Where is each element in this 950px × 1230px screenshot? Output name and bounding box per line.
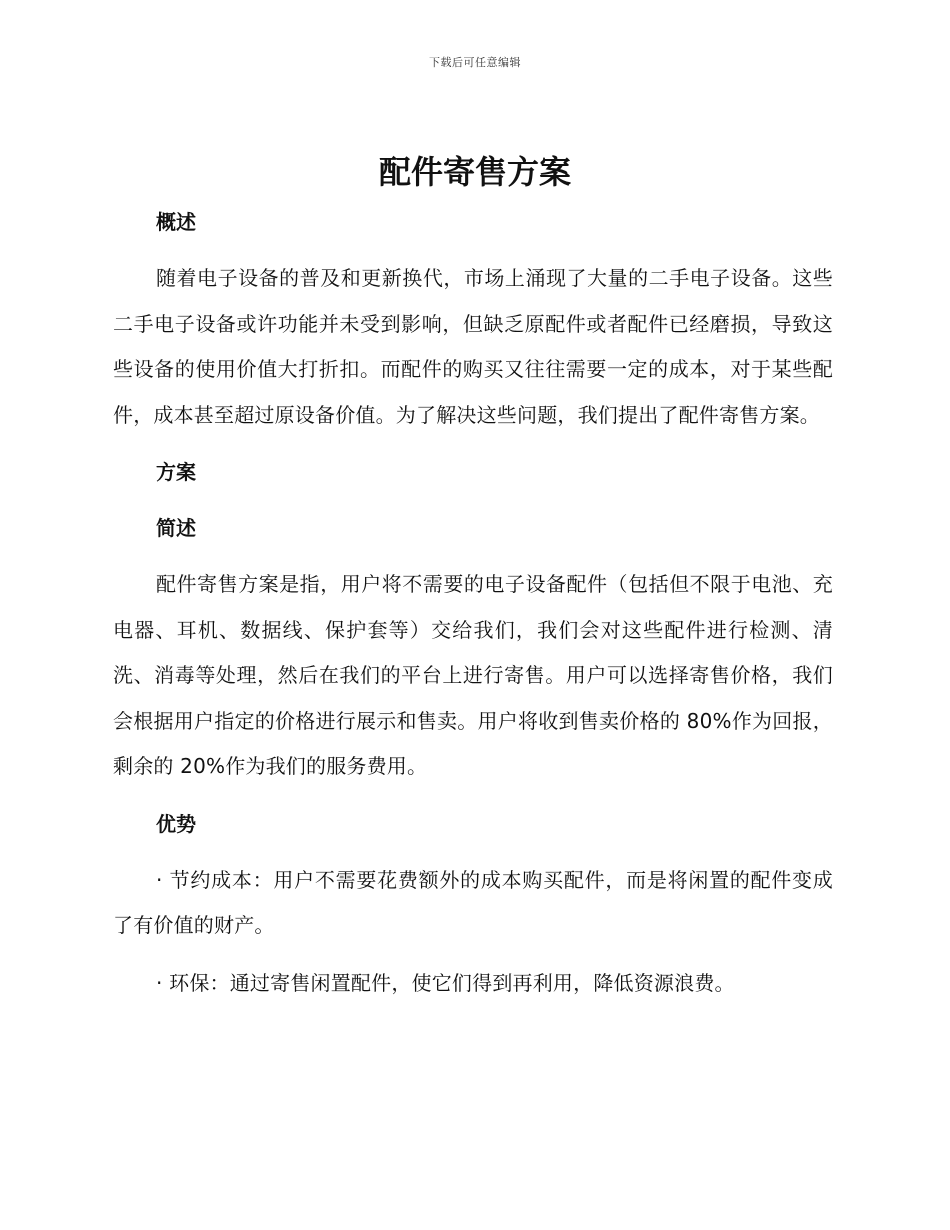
summary-paragraph: 配件寄售方案是指，用户将不需要的电子设备配件（包括但不限于电池、充电器、耳机、数据线、保护套等）交给我们，我们会对这些配件进行检测、清洗、消毒等处理，然后在我们的平台上进行寄售。用户可以选择寄售价格，我们会根据用户指定的价格进行展示和售卖。用户将收到售卖价格的 80%作为回报，剩余的 20%作为我们的服务费用。	[113, 572, 833, 778]
overview-paragraph: 随着电子设备的普及和更新换代，市场上涌现了大量的二手电子设备。这些二手电子设备或许功能并未受到影响，但缺乏原配件或者配件已经磨损，导致这些设备的使用价值大打折扣。而配件的购买又往往需要一定的成本，对于某些配件，成本甚至超过原设备价值。为了解决这些问题，我们提出了配件寄售方案。	[113, 266, 833, 427]
section-heading-plan: 方案	[156, 460, 196, 484]
section-heading-overview: 概述	[156, 210, 196, 234]
section-heading-summary: 简述	[156, 516, 196, 540]
document-body	[113, 200, 833, 1006]
document-title: 配件寄售方案	[378, 153, 571, 191]
section-heading-advantages: 优势	[156, 811, 196, 836]
page-header-note: 下载后可任意编辑	[429, 56, 521, 69]
advantage-bullet-cost: · 节约成本：用户不需要花费额外的成本购买配件，而是将闲置的配件变成了有价值的财产。	[113, 867, 833, 937]
advantage-bullet-eco: · 环保：通过寄售闲置配件，使它们得到再利用，降低资源浪费。	[156, 970, 735, 995]
